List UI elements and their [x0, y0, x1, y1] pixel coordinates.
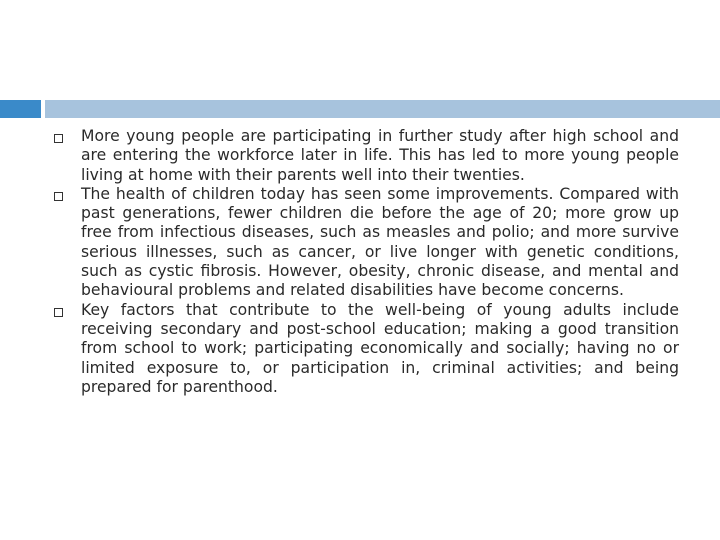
hollow-square-icon	[54, 134, 63, 143]
bullet-item	[54, 185, 679, 301]
bullet-text: The health of children today has seen some improvements. Compared with past generations, fewer children die before the age of 20; more grow up free from infectious diseases, such as measles and polio; and more survive serious illnesses, such as cancer, or live longer with genetic conditions, such as cystic fibrosis. However, obesity, chronic disease, and mental and behavioural problems and related disabilities have become concerns.	[81, 184, 679, 300]
bullet-text: Key factors that contribute to the well-being of young adults include receiving secondary and post-school education; making a good transition from school to work; participating economically and socially; having no or limited exposure to, or participation in, criminal activities; and being prepared for parenthood.	[81, 300, 679, 396]
bullet-item	[54, 127, 679, 185]
hollow-square-icon	[54, 308, 63, 317]
accent-bar-light	[45, 100, 720, 118]
bullet-item	[54, 301, 679, 397]
accent-bar-dark	[0, 100, 41, 118]
hollow-square-icon	[54, 192, 63, 201]
bullet-list	[54, 127, 679, 397]
bullet-text: More young people are participating in further study after high school and are entering the workforce later in life. This has led to more young people living at home with their parents well into their twenties.	[81, 127, 679, 184]
